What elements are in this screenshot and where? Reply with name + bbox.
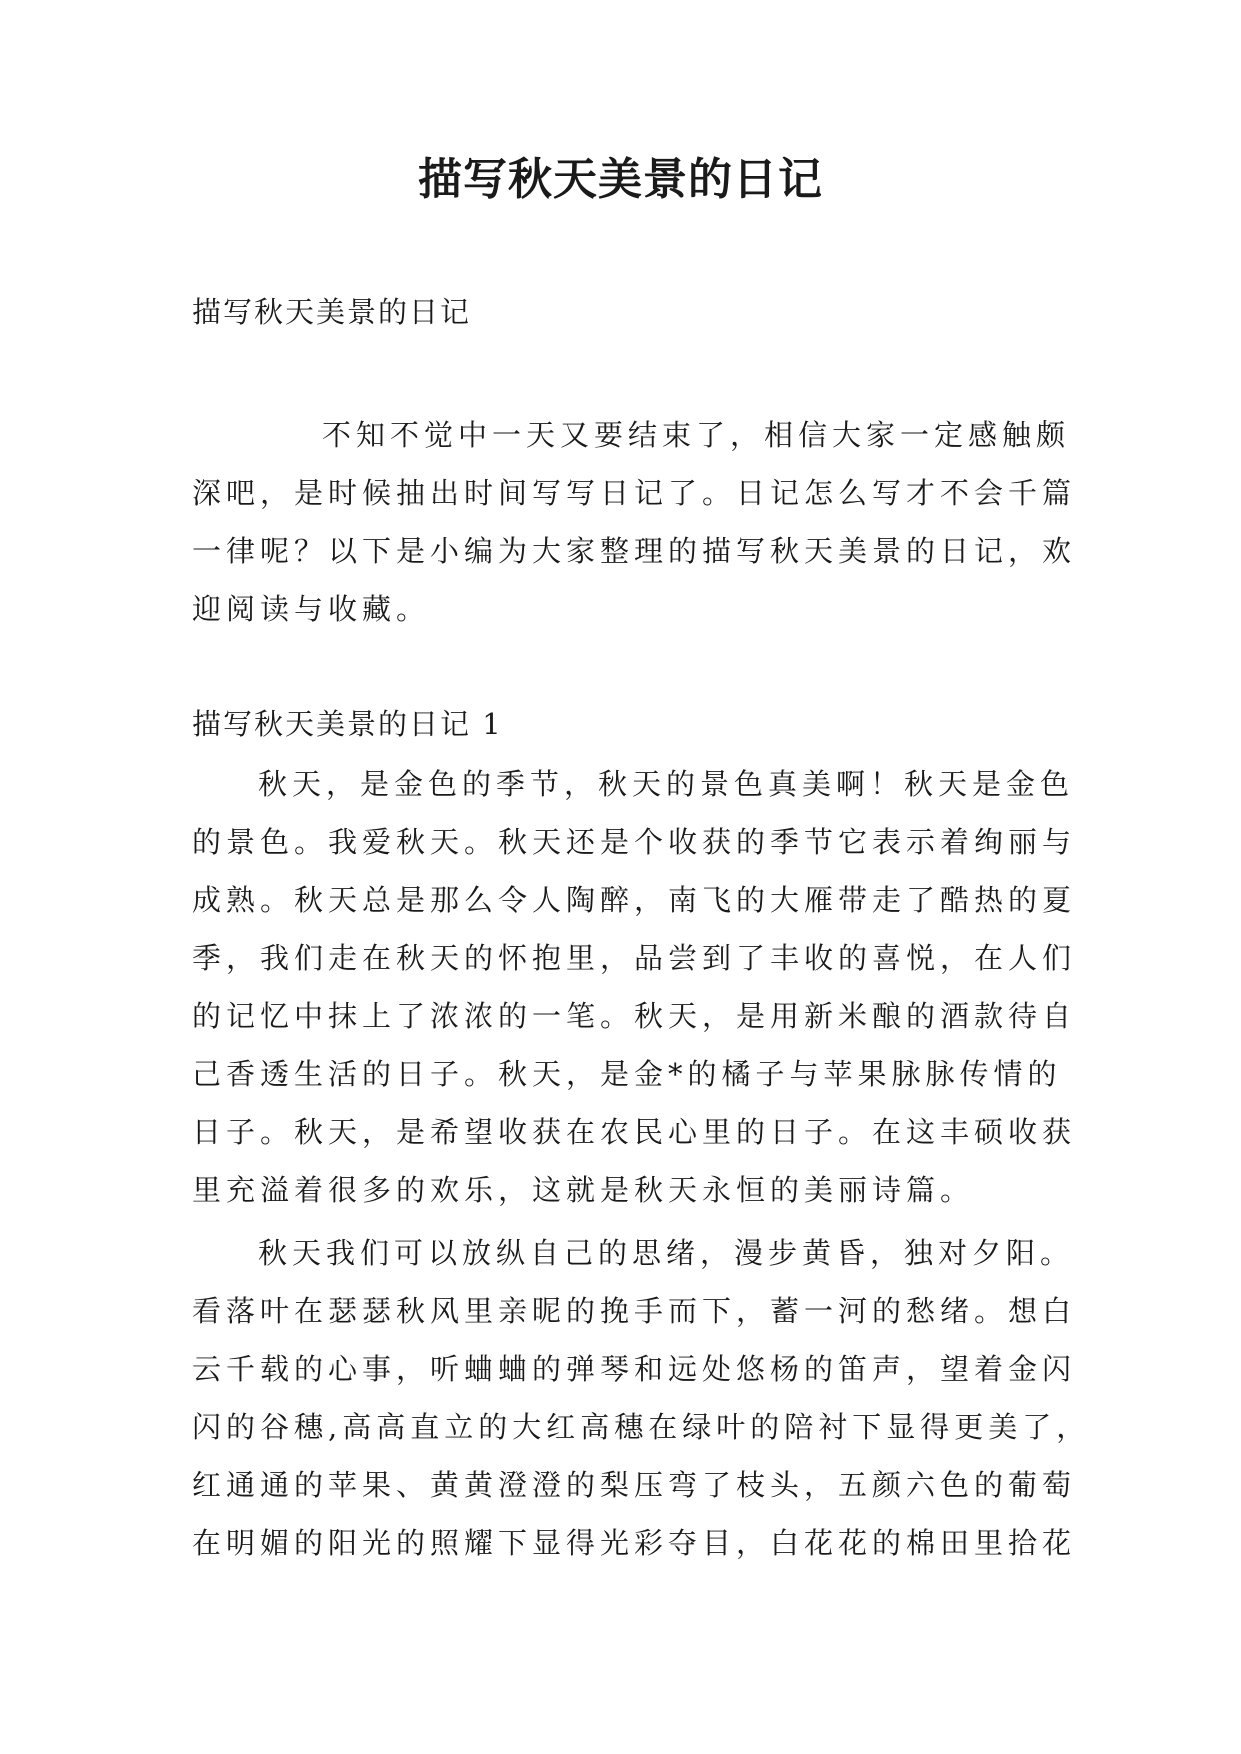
paragraph-line: 云千载的心事，听蛐蛐的弹琴和远处悠杨的笛声，望着金闪 (192, 1352, 1077, 1386)
paragraph-line: 秋天，是金色的季节，秋天的景色真美啊！秋天是金色 (258, 767, 1075, 801)
paragraph-line: 闪的谷穗,高高直立的大红高穗在绿叶的陪衬下显得更美了， (192, 1410, 1091, 1444)
paragraph-line: 日子。秋天，是希望收获在农民心里的日子。在这丰硕收获 (192, 1115, 1077, 1149)
section-heading: 描写秋天美景的日记 1 (192, 707, 503, 741)
paragraph-line: 秋天我们可以放纵自己的思绪，漫步黄昏，独对夕阳。 (258, 1236, 1075, 1270)
body-paragraph-1 (192, 755, 1077, 1219)
paragraph-line: 己香透生活的日子。秋天，是金*的橘子与苹果脉脉传情的 (192, 1057, 1062, 1091)
paragraph-line: 的景色。我爱秋天。秋天还是个收获的季节它表示着绚丽与 (192, 825, 1077, 859)
paragraph-line: 季，我们走在秋天的怀抱里，品尝到了丰收的喜悦，在人们 (192, 941, 1077, 975)
intro-line: 迎阅读与收藏。 (192, 592, 431, 626)
paragraph-line: 看落叶在瑟瑟秋风里亲昵的挽手而下，蓄一河的愁绪。想白 (192, 1294, 1077, 1328)
body-paragraph-2 (192, 1224, 1091, 1572)
paragraph-line: 成熟。秋天总是那么令人陶醉，南飞的大雁带走了酷热的夏 (192, 883, 1077, 917)
document-title: 描写秋天美景的日记 (418, 154, 823, 205)
document-subtitle: 描写秋天美景的日记 (192, 295, 472, 329)
paragraph-line: 里充溢着很多的欢乐，这就是秋天永恒的美丽诗篇。 (192, 1173, 975, 1207)
intro-line: 一律呢？以下是小编为大家整理的描写秋天美景的日记，欢 (192, 534, 1077, 568)
paragraph-line: 红通通的苹果、黄黄澄澄的梨压弯了枝头，五颜六色的葡萄 (192, 1468, 1077, 1502)
paragraph-line: 在明媚的阳光的照耀下显得光彩夺目，白花花的棉田里拾花 (192, 1526, 1077, 1560)
intro-line: 深吧，是时候抽出时间写写日记了。日记怎么写才不会千篇 (192, 476, 1077, 510)
intro-paragraph (192, 406, 1077, 638)
intro-line: 不知不觉中一天又要结束了，相信大家一定感触颇 (322, 418, 1071, 452)
paragraph-line: 的记忆中抹上了浓浓的一笔。秋天，是用新米酿的酒款待自 (192, 999, 1077, 1033)
